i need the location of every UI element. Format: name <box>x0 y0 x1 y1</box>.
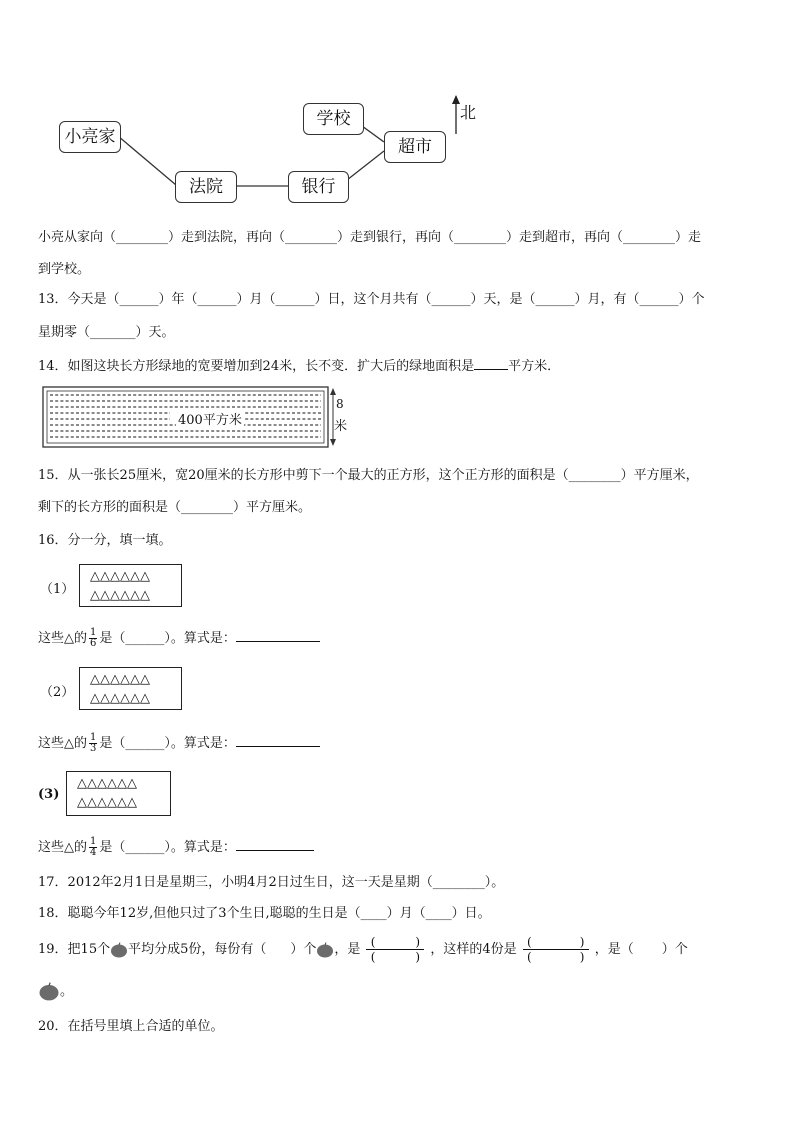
q16-part1-formula-blank[interactable] <box>236 629 320 642</box>
q19-fraction-blank-1[interactable]: $\frac{( )}{( )}$ <box>366 935 424 964</box>
apple-icon <box>38 982 60 1001</box>
apple-icon <box>316 942 334 958</box>
q19-line <box>38 935 688 965</box>
q18-text: 18．聪聪今年12岁,但他只过了3个生日,聪聪的生日是（____）月（____）日。 <box>38 906 491 921</box>
map-place-supermarket: 超市 <box>384 131 446 163</box>
q14-text-a: 14．如图这块长方形绿地的宽要增加到24米，长不变．扩大后的绿地面积是 <box>38 359 475 374</box>
q19-text-e: ，这样的4份是 <box>430 942 517 957</box>
q16-part2-suffix: 是（______）。算式是： <box>99 736 236 751</box>
q12-line2: 到学校。 <box>38 262 91 277</box>
q16-part1-triangle-box <box>79 564 182 607</box>
q16-part3-formula-blank[interactable] <box>236 838 314 851</box>
q19-fraction-blank-2[interactable]: $\frac{( )}{( )}$ <box>523 935 589 964</box>
q16-part3-fraction: $\frac{1}{4}$ <box>90 836 97 858</box>
map-place-school: 学校 <box>303 103 364 135</box>
q16-part3-triangle-box <box>66 771 171 816</box>
q14-area-label: 400平方米 <box>176 409 244 428</box>
q14-answer-blank[interactable] <box>474 357 508 370</box>
q16-part1-label: （1） <box>40 582 75 597</box>
q17-text: 17．2012年2月1日是星期三，小明4月2日过生日，这一天是星期（________）。 <box>38 875 505 890</box>
q14-text-b: 平方米． <box>508 359 561 374</box>
q16-title: 16．分一分，填一填。 <box>38 533 172 548</box>
q14-width-label-number: 8 <box>336 397 344 411</box>
route-map-lines <box>0 0 794 220</box>
q19-text-f: ，是（ <box>594 942 634 957</box>
q16-part1-row2: △△△△△△ <box>90 588 150 603</box>
q16-part2-row2: △△△△△△ <box>90 691 150 706</box>
q14-rectangle-figure <box>40 385 348 448</box>
q19-text-g: ）个 <box>661 942 688 957</box>
map-place-court: 法院 <box>175 171 237 203</box>
q19-line2 <box>38 982 73 1001</box>
q19-text-c: ）个 <box>290 942 317 957</box>
q16-part2-formula-blank[interactable] <box>236 734 320 747</box>
q12-line1: 小亮从家向（________）走到法院，再向（________）走到银行，再向（________）走到超市，再向（________）走 <box>38 230 702 245</box>
apple-icon <box>110 942 128 958</box>
north-label: 北 <box>460 103 477 122</box>
q13-line2: 星期零（_______）天。 <box>38 325 175 340</box>
q13-line1: 13．今天是（______）年（______）月（______）日，这个月共有（______）天，是（______）月，有（______）个 <box>38 292 705 307</box>
q15-line1: 15．从一张长25厘米，宽20厘米的长方形中剪下一个最大的正方形，这个正方形的面积是（________）平方厘米， <box>38 468 699 483</box>
q16-part1-fraction: $\frac{1}{6}$ <box>90 627 97 649</box>
q16-part1-row1: △△△△△△ <box>90 569 150 584</box>
q16-part2-triangle-box <box>79 667 182 710</box>
q14-width-label-unit: 米 <box>334 419 348 434</box>
q14-text <box>38 357 560 375</box>
q19-text-b: 平均分成5份，每份有（ <box>128 942 267 957</box>
q16-part1-prefix: 这些△的 <box>38 631 87 646</box>
q19-text-h: 。 <box>60 984 74 999</box>
q19-text-d: ，是 <box>334 942 361 957</box>
q15-line2: 剩下的长方形的面积是（________）平方厘米。 <box>38 500 312 515</box>
q16-part2-fraction: $\frac{1}{3}$ <box>90 732 97 754</box>
q16-part2-question <box>38 733 320 754</box>
q16-part2-row1: △△△△△△ <box>90 672 150 687</box>
q16-part3-question <box>38 837 314 858</box>
q16-part3-label: (3) <box>38 787 60 802</box>
q16-part3-row2: △△△△△△ <box>77 795 137 810</box>
q16-part1-question <box>38 628 320 649</box>
q16-part1-suffix: 是（______）。算式是： <box>99 631 236 646</box>
q16-part3-row1: △△△△△△ <box>77 776 137 791</box>
map-place-bank: 银行 <box>288 171 349 203</box>
q19-text-a: 19．把15个 <box>38 942 111 957</box>
q16-part3-prefix: 这些△的 <box>38 840 87 855</box>
q16-part2-prefix: 这些△的 <box>38 736 87 751</box>
map-place-home: 小亮家 <box>59 121 121 153</box>
q16-part2-label: （2） <box>40 685 75 700</box>
q20-text: 20．在括号里填上合适的单位。 <box>38 1019 224 1034</box>
q16-part3-suffix: 是（______）。算式是： <box>99 840 236 855</box>
